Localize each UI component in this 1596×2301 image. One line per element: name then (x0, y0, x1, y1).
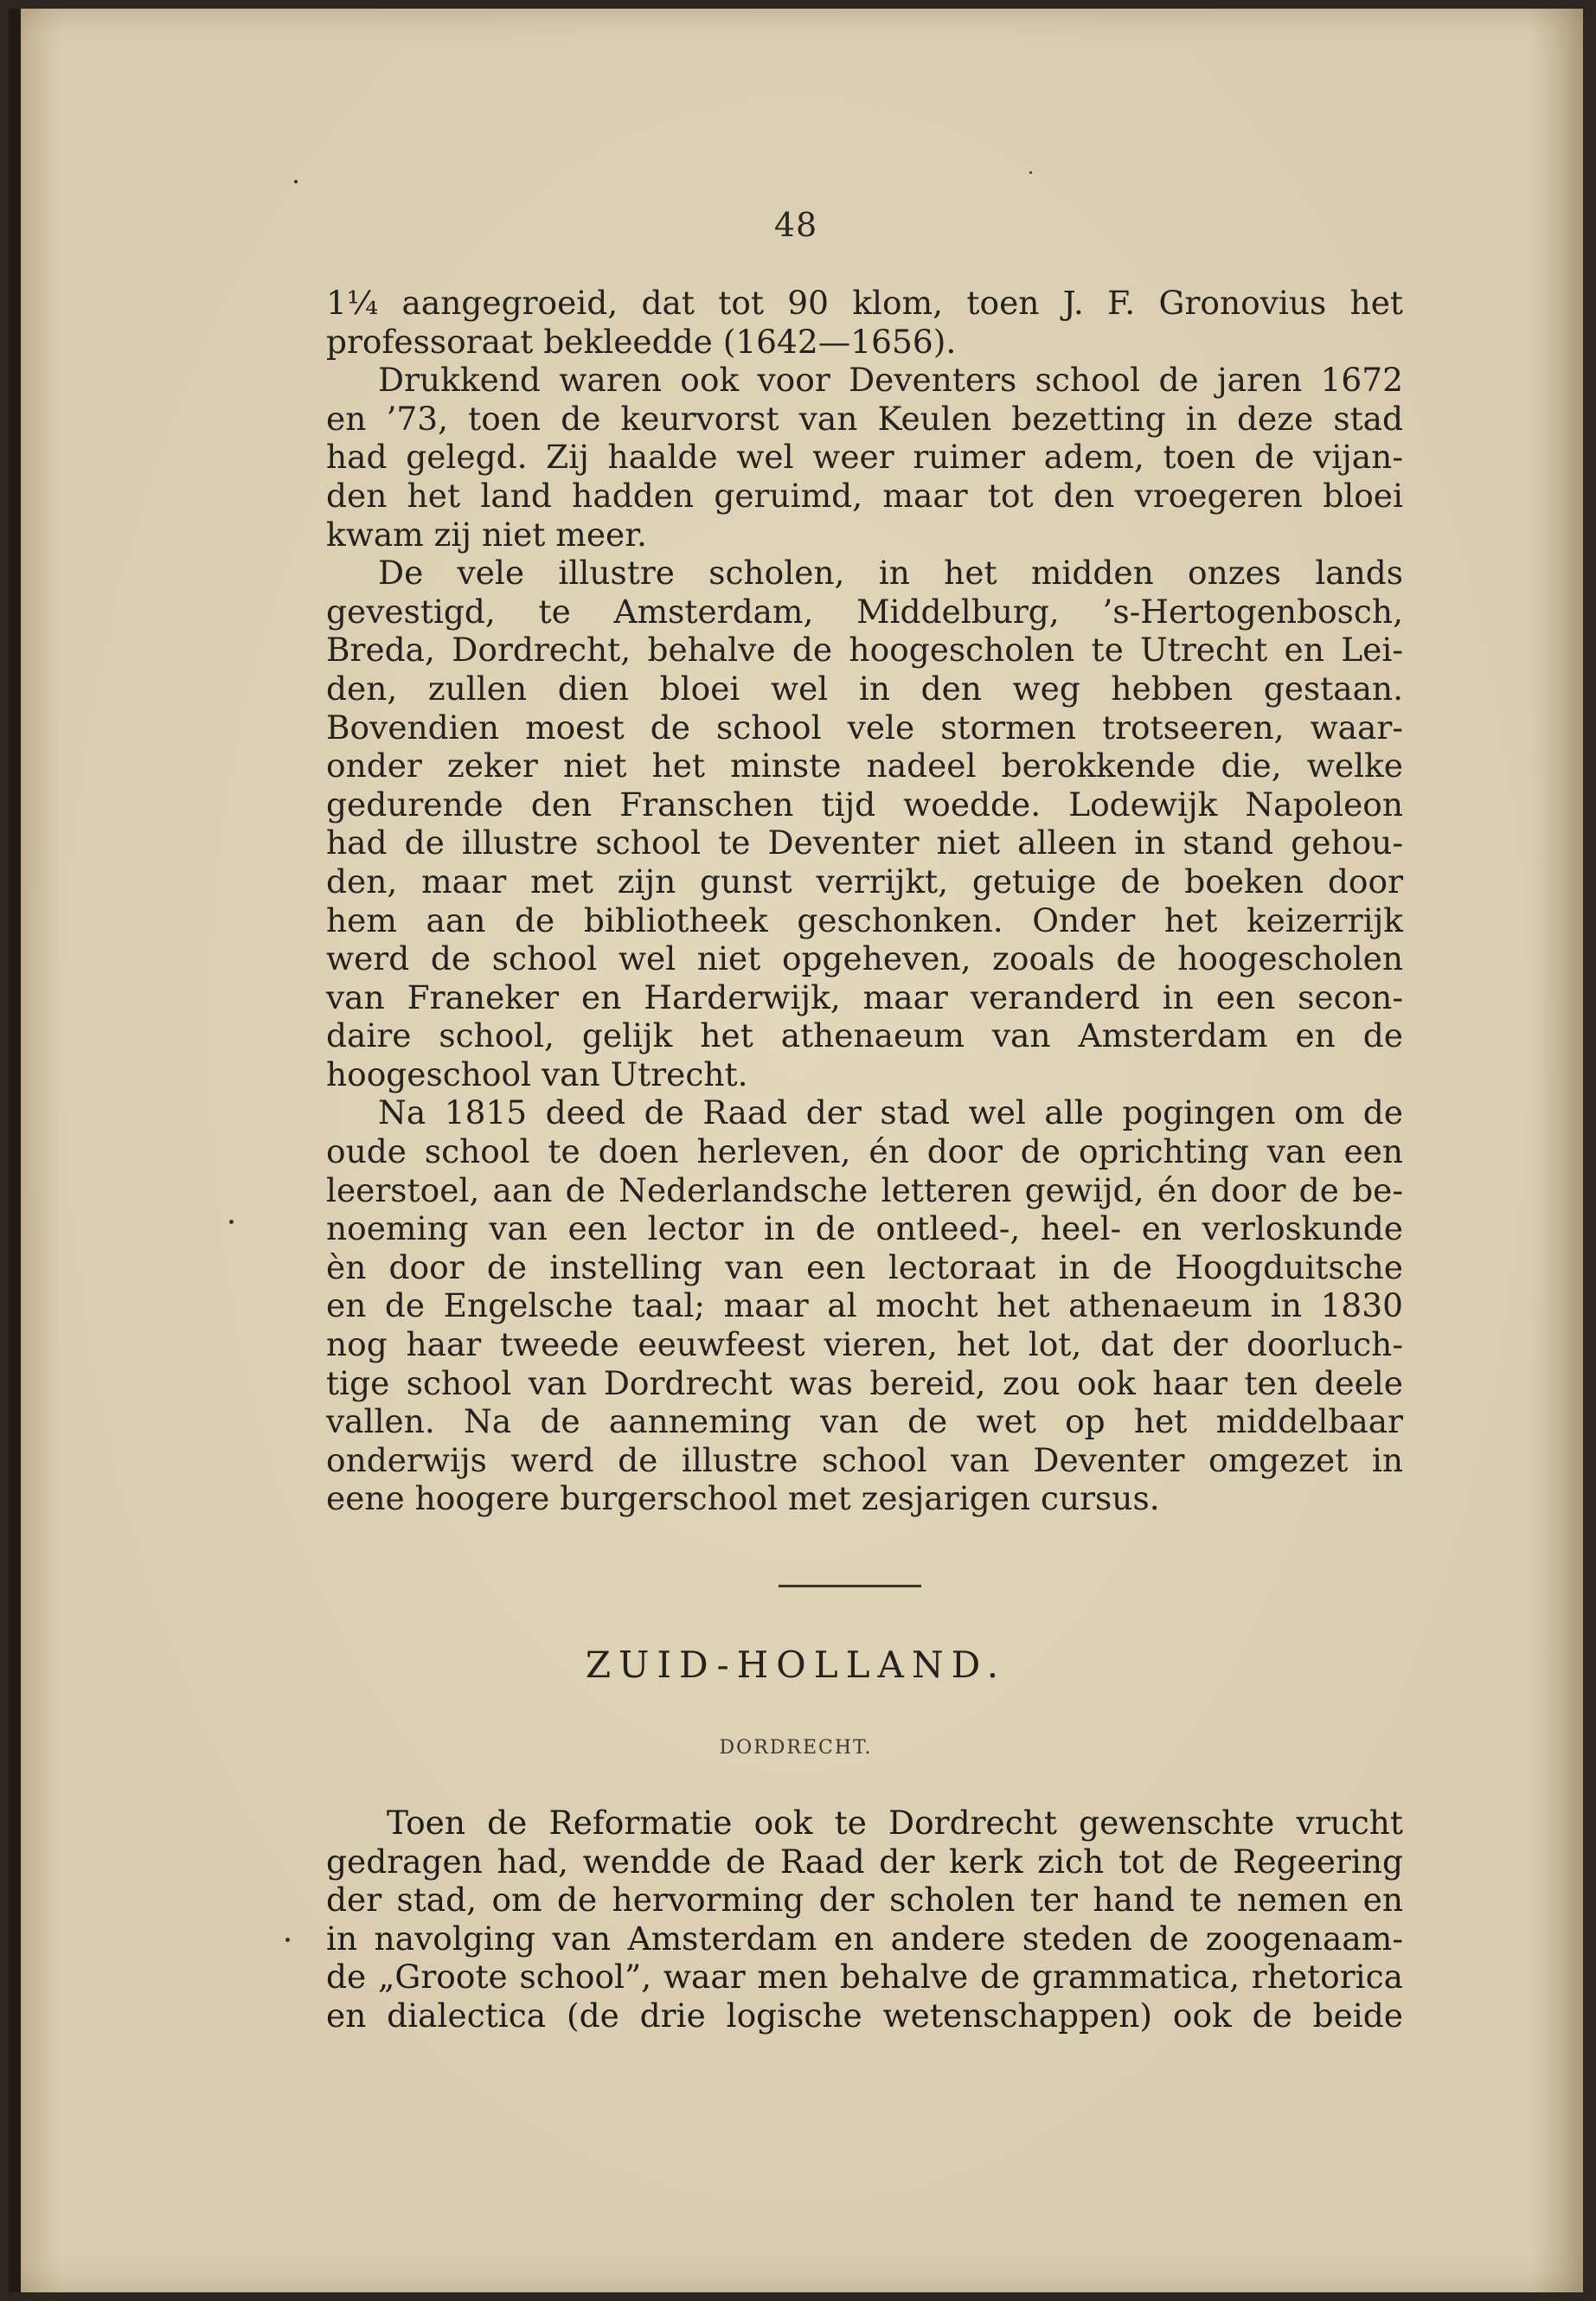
text-line: onderwijs werd de illustre school van Deventer omgezet in (326, 1440, 1403, 1479)
text-line: van Franeker en Harderwijk, maar veranderd in een secon- (326, 977, 1403, 1016)
text-line: eene hoogere burgerschool met zesjarigen cursus. (326, 1479, 1160, 1518)
paper-speck (285, 1938, 290, 1942)
text-line: hoogeschool van Utrecht. (326, 1054, 748, 1093)
text-line: De vele illustre scholen, in het midden onzes lands (378, 554, 1403, 593)
text-line: en de Engelsche taal; maar al mocht het athenaeum in 1830 (326, 1286, 1403, 1325)
text-line: in navolging van Amsterdam en andere steden de zoogenaam- (326, 1919, 1403, 1958)
text-line: werd de school wel niet opgeheven, zooals de hoogescholen (326, 939, 1403, 978)
text-line: Toen de Reformatie ook te Dordrecht gewenschte vrucht (387, 1804, 1403, 1842)
text-line: professoraat bekleedde (1642—1656). (326, 322, 957, 361)
text-line: had gelegd. Zij haalde wel weer ruimer adem, toen de vijan- (326, 438, 1403, 477)
body-text-top (326, 284, 1403, 1518)
text-line: den, maar met zijn gunst verrijkt, getuige de boeken door (326, 862, 1403, 901)
text-line: gedragen had, wendde de Raad der kerk zich tot de Regeering (326, 1842, 1403, 1881)
text-line: onder zeker niet het minste nadeel berokkende die, welke (326, 747, 1403, 785)
text-line: daire school, gelijk het athenaeum van Amsterdam en de (326, 1016, 1403, 1055)
text-line: Breda, Dordrecht, behalve de hoogescholen te Utrecht en Lei- (326, 631, 1403, 670)
text-line: Na 1815 deed de Raad der stad wel alle pogingen om de (378, 1093, 1403, 1132)
text-line: noeming van een lector in de ontleed-, heel- en verloskunde (326, 1209, 1403, 1248)
section-heading: ZUID-HOLLAND. (585, 1644, 1007, 1686)
text-line: en ’73, toen de keurvorst van Keulen bezetting in deze stad (326, 399, 1403, 438)
text-line: de „Groote school”, waar men behalve de grammatica, rhetorica (326, 1958, 1403, 1997)
page-number: 48 (773, 206, 818, 244)
text-line: en dialectica (de drie logische wetenschappen) ook de beide (326, 1996, 1403, 2035)
text-line: leerstoel, aan de Nederlandsche letteren gewijd, én door de be- (326, 1170, 1403, 1209)
paper-speck (229, 1220, 234, 1224)
text-line: èn door de instelling van een lectoraat in de Hoogduitsche (326, 1247, 1403, 1286)
text-line: vallen. Na de aanneming van de wet op het middelbaar (326, 1402, 1403, 1441)
text-line: Bovendien moest de school vele stormen trotseeren, waar- (326, 708, 1403, 747)
text-line: tige school van Dordrecht was bereid, zou ook haar ten deele (326, 1363, 1403, 1402)
section-divider (779, 1585, 921, 1587)
text-line: hem aan de bibliotheek geschonken. Onder het keizerrijk (326, 901, 1403, 939)
text-line: Drukkend waren ook voor Deventers school de jaren 1672 (378, 361, 1403, 400)
paper-speck (294, 180, 298, 183)
text-line: den het land hadden geruimd, maar tot den vroegeren bloei (326, 476, 1403, 515)
text-line: oude school te doen herleven, én door de oprichting van een (326, 1132, 1403, 1171)
text-line: kwam zij niet meer. (326, 515, 647, 554)
text-line: 1¼ aangegroeid, dat tot 90 klom, toen J. F. Gronovius het (326, 284, 1403, 322)
text-line: gedurende den Franschen tijd woedde. Lodewijk Napoleon (326, 785, 1403, 824)
text-line: nog haar tweede eeuwfeest vieren, het lot, dat der doorluch- (326, 1325, 1403, 1364)
body-text-bottom (326, 1804, 1403, 2035)
page-edge-shadow (9, 9, 21, 2292)
text-line: den, zullen dien bloei wel in den weg hebben gestaan. (326, 669, 1403, 708)
text-line: gevestigd, te Amsterdam, Middelburg, ’s-Hertogenbosch, (326, 592, 1403, 631)
text-line: had de illustre school te Deventer niet alleen in stand gehou- (326, 824, 1403, 862)
section-subheading: DORDRECHT. (719, 1737, 873, 1759)
text-line: der stad, om de hervorming der scholen ter hand te nemen en (326, 1881, 1403, 1920)
book-page (9, 9, 1583, 2292)
paper-speck (1029, 171, 1032, 174)
